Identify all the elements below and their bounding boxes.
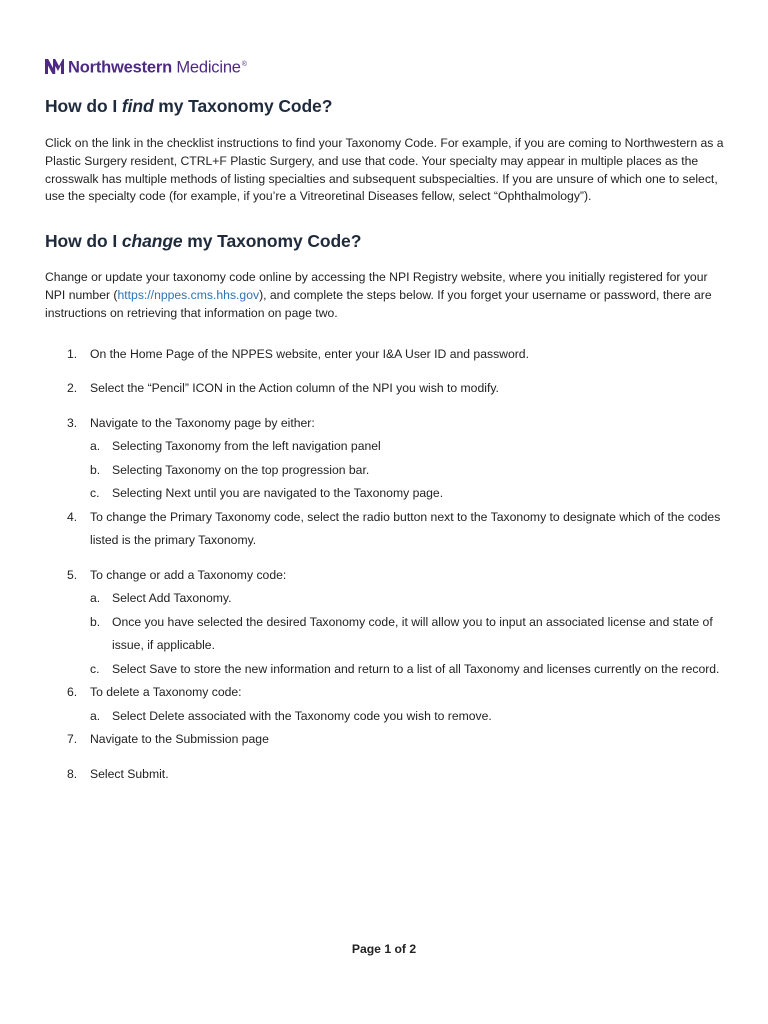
substep-item: a. Select Delete associated with the Taxonomy code you wish to remove.	[90, 708, 492, 723]
step-item	[45, 506, 725, 553]
step-item	[45, 681, 725, 728]
substeps-list	[90, 705, 725, 729]
step-number: 2.	[67, 381, 78, 396]
substep-item: c. Selecting Next until you are navigated to the Taxonomy page.	[90, 486, 444, 501]
step-item	[45, 564, 725, 682]
step-number: 7.	[67, 732, 78, 747]
step-text: To delete a Taxonomy code:	[90, 685, 242, 700]
registered-mark: ®	[241, 60, 247, 68]
step-item	[45, 763, 725, 787]
substep-item: b. Once you have selected the desired Taxonomy code, it will allow you to input an associated license and state of issue, if applicable.	[90, 614, 713, 653]
step-item	[45, 728, 725, 752]
substep-item: a. Select Add Taxonomy.	[90, 591, 232, 606]
logo-light-text: Medicine	[176, 58, 241, 77]
find-heading: How do I find my Taxonomy Code?	[45, 96, 333, 116]
main-content	[45, 92, 725, 786]
nppes-link[interactable]: https://nppes.cms.hhs.gov	[117, 287, 260, 302]
step-text: On the Home Page of the NPPES website, enter your I&A User ID and password.	[90, 346, 529, 361]
step-item	[45, 412, 725, 506]
substeps-list	[90, 435, 725, 506]
substep-item: a. Selecting Taxonomy from the left navigation panel	[90, 439, 381, 454]
step-text: To change or add a Taxonomy code:	[90, 567, 287, 582]
step-number: 8.	[67, 766, 78, 781]
step-item	[45, 343, 725, 367]
nm-monogram-icon	[45, 59, 64, 74]
page-number: Page 1 of 2	[351, 942, 417, 956]
steps-list	[45, 343, 725, 787]
step-text: Select Submit.	[90, 766, 169, 781]
change-heading: How do I change my Taxonomy Code?	[45, 231, 362, 252]
step-text: Select the “Pencil” ICON in the Action column of the NPI you wish to modify.	[90, 381, 499, 396]
northwestern-medicine-logo	[45, 56, 247, 76]
step-number: 3.	[67, 415, 78, 430]
step-number: 4.	[67, 509, 78, 524]
step-text: Navigate to the Taxonomy page by either:	[90, 415, 315, 430]
step-item	[45, 377, 725, 401]
logo-bold-text: Northwestern	[68, 58, 172, 77]
step-number: 1.	[67, 346, 78, 361]
substep-item: b. Selecting Taxonomy on the top progression bar.	[90, 462, 370, 477]
substeps-list	[90, 587, 725, 681]
substep-item: c. Select Save to store the new information and return to a list of all Taxonomy and licenses currently on the record.	[90, 661, 720, 676]
step-number: 5.	[67, 567, 78, 582]
change-paragraph: Change or update your taxonomy code online by accessing the NPI Registry website, where you initially registered for your NPI number (https://nppes.cms.hhs.gov), and complete the steps below. If you forget your username or password, there are instructions on retrieving that information on page two.	[45, 270, 712, 320]
step-text: Navigate to the Submission page	[90, 732, 269, 747]
step-number: 6.	[67, 685, 78, 700]
find-paragraph: Click on the link in the checklist instructions to find your Taxonomy Code. For example, if you are coming to Northwestern as a Plastic Surgery resident, CTRL+F Plastic Surgery, and use that code. Your specialty may appear in multiple places as the crosswalk has multiple methods of listing specialties and subsequent subspecialties. If you are unsure of which one to select, use the specialty code (for example, if you’re a Vitreoretinal Diseases fellow, select “Ophthalmology”).	[45, 136, 724, 204]
step-text: To change the Primary Taxonomy code, select the radio button next to the Taxonomy to designate which of the codes listed is the primary Taxonomy.	[90, 509, 721, 548]
